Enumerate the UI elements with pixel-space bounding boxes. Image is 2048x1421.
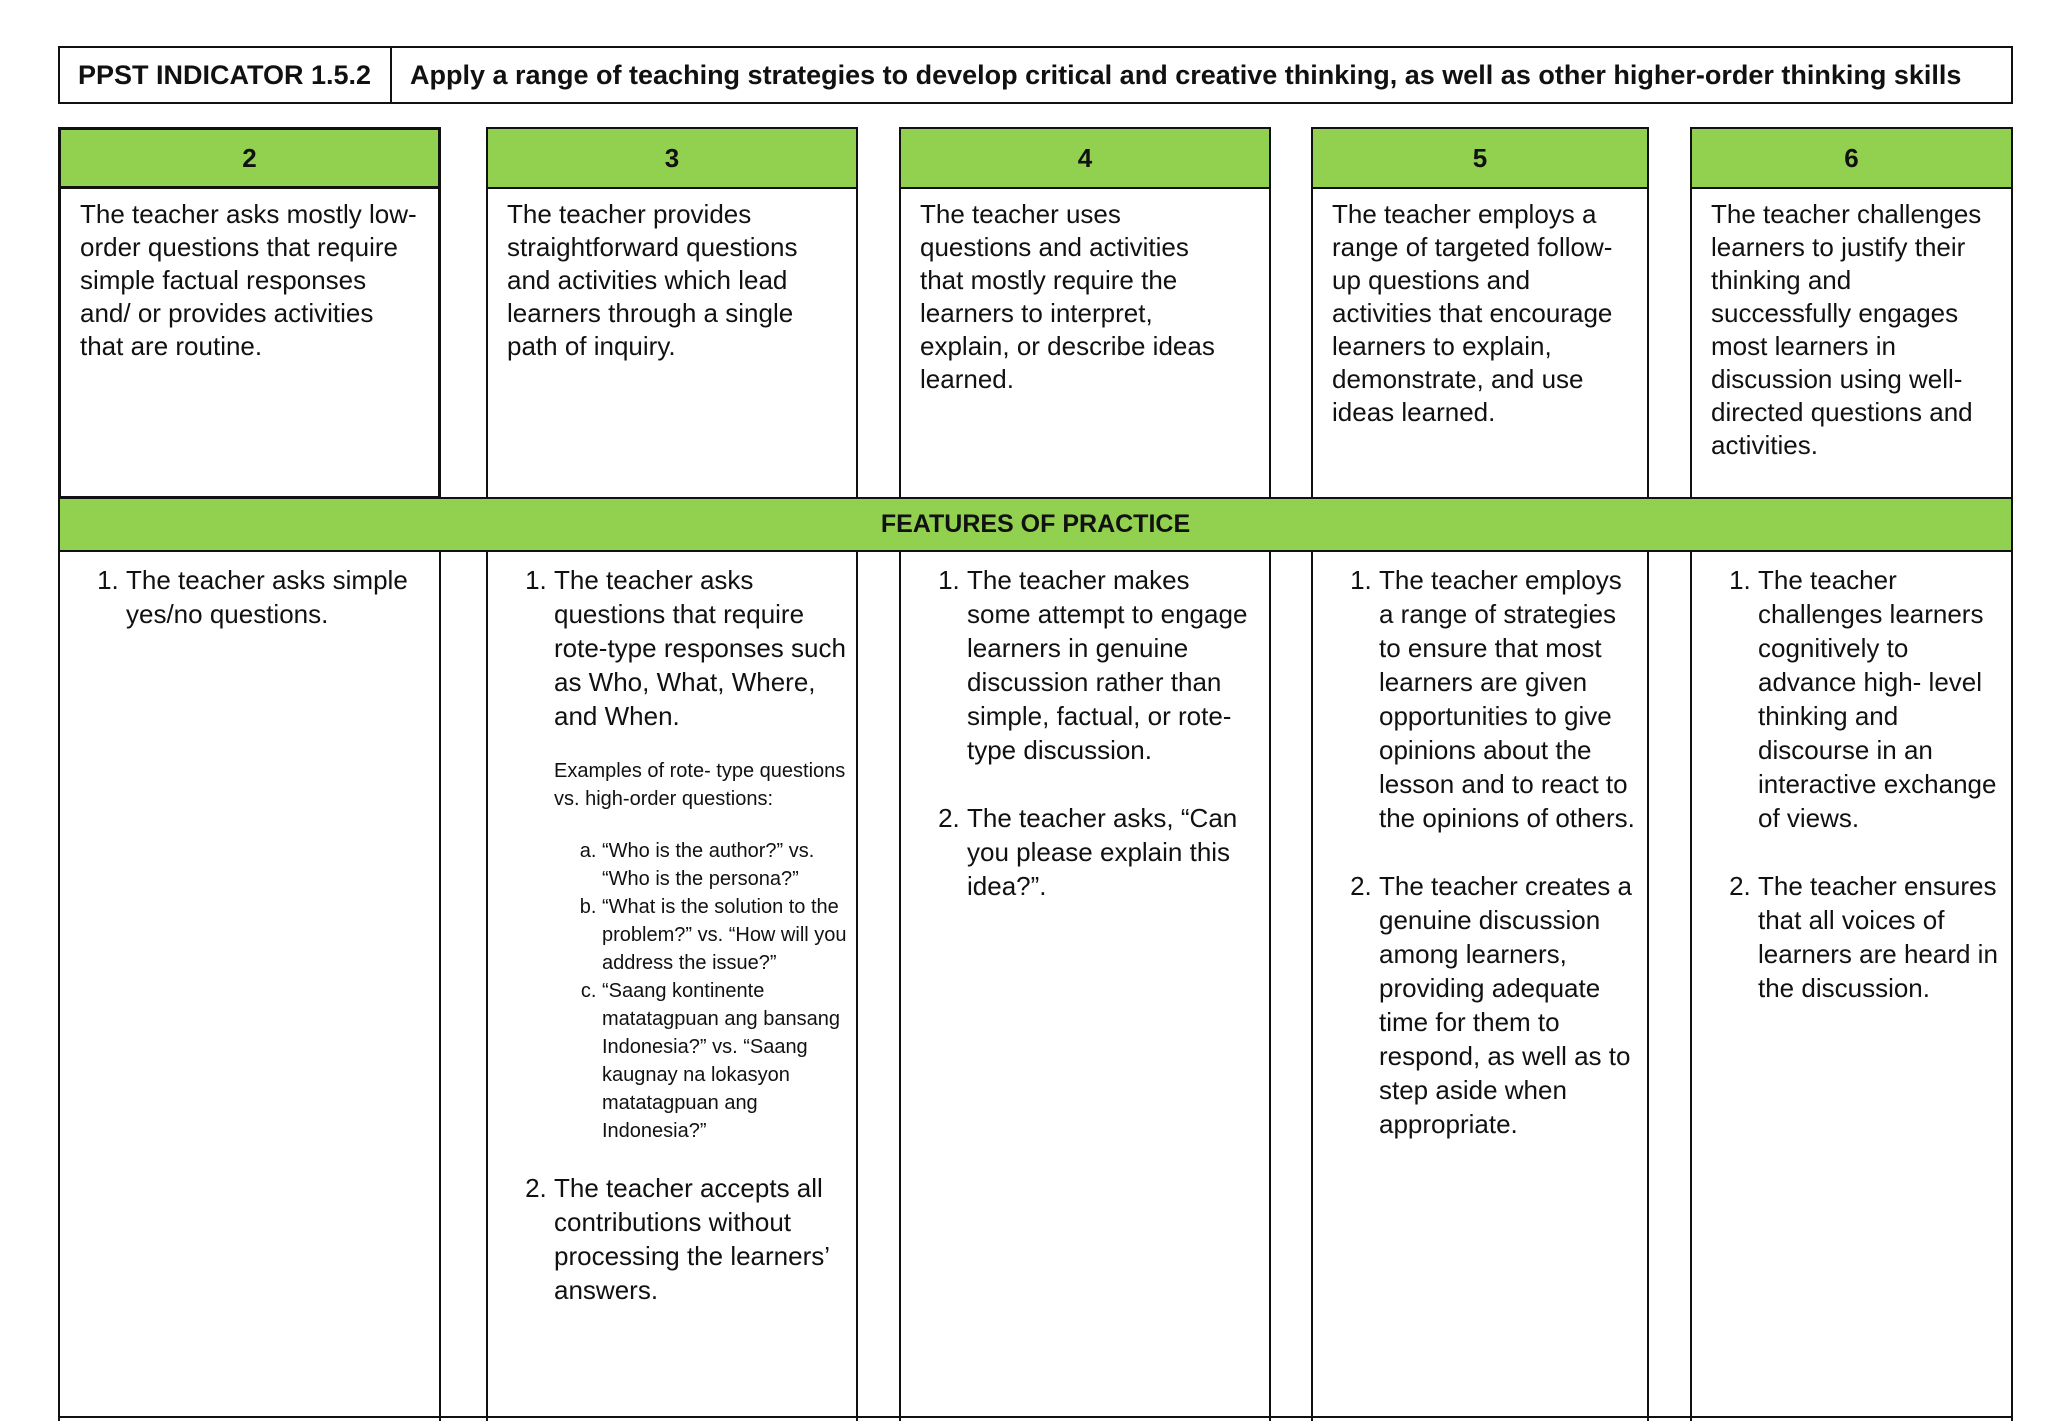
features-level-3 bbox=[506, 563, 848, 1341]
list-item bbox=[554, 563, 848, 1145]
grid-line bbox=[1269, 552, 1271, 1421]
features-level-2 bbox=[78, 563, 428, 665]
indicator-header bbox=[58, 46, 2013, 104]
level-2-description: The teacher asks mostly low-order questions that require simple factual responses and/ or provides activities that are routine. bbox=[80, 199, 417, 361]
grid-line bbox=[439, 552, 441, 1421]
example-item: a. “Who is the author?” vs. “Who is the persona?” bbox=[602, 837, 848, 893]
level-5-description: The teacher employs a range of targeted follow-up questions and activities that encourage learners to explain, demonstrate, and use ideas learned. bbox=[1332, 199, 1613, 427]
features-level-4 bbox=[919, 563, 1259, 937]
grid-line bbox=[1647, 552, 1649, 1421]
grid-line bbox=[486, 552, 488, 1421]
features-level-6 bbox=[1710, 563, 2005, 1039]
list-item: 2. The teacher creates a genuine discussion among learners, providing adequate time for them to respond, as well as to step aside when appropriate. bbox=[1379, 869, 1636, 1141]
features-of-practice-header: FEATURES OF PRACTICE bbox=[58, 497, 2013, 552]
list-item: 2. The teacher ensures that all voices of learners are heard in the discussion. bbox=[1758, 869, 2005, 1005]
grid-line bbox=[1690, 552, 1692, 1421]
level-2-header: 2 bbox=[58, 127, 441, 189]
list-item: 1. The teacher challenges learners cognitively to advance high- level thinking and discourse in an interactive exchange of views. bbox=[1758, 563, 2005, 835]
level-4-description: The teacher uses questions and activities that mostly require the learners to interpret, explain, or describe ideas learned. bbox=[920, 199, 1215, 394]
examples-intro: Examples of rote- type questions vs. high-order questions: bbox=[554, 760, 846, 810]
example-item: b. “What is the solution to the problem?” vs. “How will you address the issue?” bbox=[602, 893, 848, 977]
grid-line bbox=[58, 552, 60, 1421]
list-item: 1. The teacher employs a range of strategies to ensure that most learners are given opportunities to give opinions about the lesson and to react to the opinions of others. bbox=[1379, 563, 1636, 835]
level-3-description: The teacher provides straightforward questions and activities which lead learners through a single path of inquiry. bbox=[507, 199, 798, 361]
features-level-5 bbox=[1331, 563, 1636, 1175]
list-item: 2. The teacher asks, “Can you please explain this idea?”. bbox=[967, 801, 1259, 903]
grid-line bbox=[899, 552, 901, 1421]
example-item: c. “Saang kontinente matatagpuan ang bansang Indonesia?” vs. “Saang kaugnay na lokasyon matatagpuan ang Indonesia?” bbox=[602, 977, 848, 1145]
grid-line bbox=[2011, 552, 2013, 1421]
list-item-text: The teacher asks questions that require rote-type responses such as Who, What, Where, and When. bbox=[554, 565, 846, 731]
level-3-header: 3 bbox=[486, 127, 858, 189]
level-4-header: 4 bbox=[899, 127, 1271, 189]
list-item: 1. The teacher makes some attempt to engage learners in genuine discussion rather than simple, factual, or rote- type discussion. bbox=[967, 563, 1259, 767]
list-item: 1. The teacher asks simple yes/no questions. bbox=[126, 563, 428, 631]
indicator-text: Apply a range of teaching strategies to develop critical and creative thinking, as well as other higher-order thinking skills bbox=[410, 59, 1962, 90]
level-6-description: The teacher challenges learners to justify their thinking and successfully engages most learners in discussion using well-directed questions and activities. bbox=[1711, 199, 1982, 460]
level-6-header: 6 bbox=[1690, 127, 2013, 189]
grid-line bbox=[1311, 552, 1313, 1421]
grid-line bbox=[856, 552, 858, 1421]
indicator-code: PPST INDICATOR 1.5.2 bbox=[60, 48, 392, 102]
level-5-header: 5 bbox=[1311, 127, 1649, 189]
list-item: 2. The teacher accepts all contributions without processing the learners’ answers. bbox=[554, 1171, 848, 1307]
